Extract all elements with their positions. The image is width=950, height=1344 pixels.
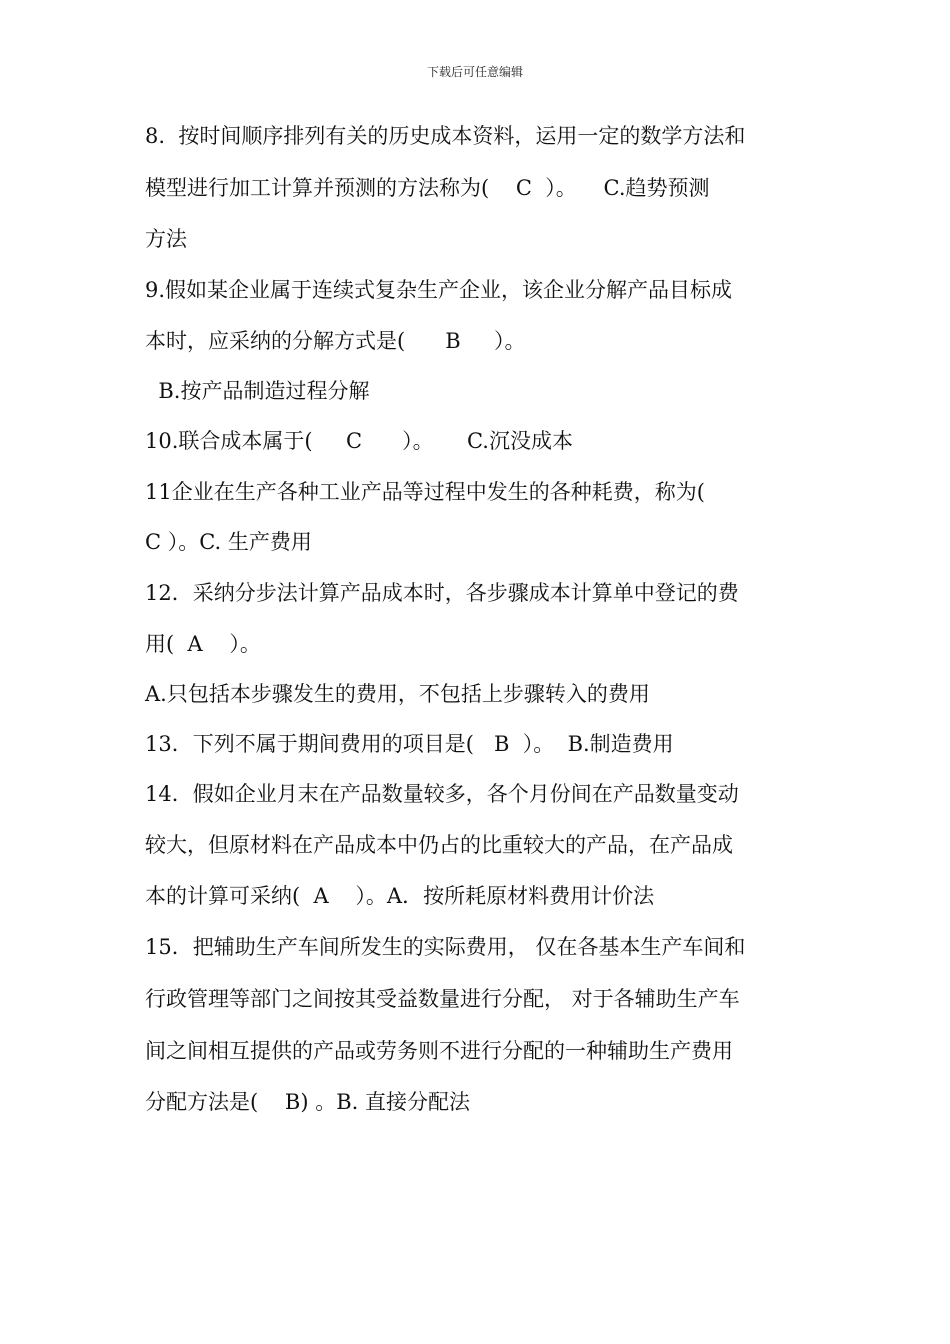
q12-answer: A.只包括本步骤发生的费用，不包括上步骤转入的费用 bbox=[145, 682, 650, 706]
q8-line-3: 方法 bbox=[145, 227, 187, 251]
q15-line-1: 15．把辅助生产车间所发生的实际费用， 仅在各基本生产车间和 bbox=[145, 935, 746, 959]
q13-line: 13．下列不属于期间费用的项目是( B ）。 B.制造费用 bbox=[145, 732, 674, 756]
q14-line-2: 较大，但原材料在产品成本中仍占的比重较大的产品，在产品成 bbox=[145, 833, 733, 857]
page-header-note: 下载后可任意编辑 bbox=[426, 65, 523, 79]
q15-line-4: 分配方法是( B) 。B. 直接分配法 bbox=[145, 1090, 470, 1114]
q9-answer: B.按产品制造过程分解 bbox=[145, 379, 370, 403]
q9-line-2: 本时，应采纳的分解方式是( B ）。 bbox=[145, 329, 526, 353]
q9-line-1: 9.假如某企业属于连续式复杂生产企业，该企业分解产品目标成 bbox=[145, 278, 733, 302]
q10-line: 10.联合成本属于( C ）。 C.沉没成本 bbox=[145, 429, 573, 453]
q15-line-2: 行政管理等部门之间按其受益数量进行分配， 对于各辅助生产车 bbox=[145, 987, 740, 1011]
q11-line-1: 11企业在生产各种工业产品等过程中发生的各种耗费，称为( bbox=[145, 480, 705, 504]
q8-line-1: 8. 按时间顺序排列有关的历史成本资料，运用一定的数学方法和 bbox=[145, 124, 746, 148]
q11-line-2: C ）。C. 生产费用 bbox=[145, 530, 312, 554]
q12-line-1: 12．采纳分步法计算产品成本时，各步骤成本计算单中登记的费 bbox=[145, 581, 739, 605]
q12-line-2: 用( A ）。 bbox=[145, 632, 261, 656]
q8-line-2: 模型进行加工计算并预测的方法称为( C ）。 C.趋势预测 bbox=[145, 176, 710, 200]
q15-line-3: 间之间相互提供的产品或劳务则不进行分配的一种辅助生产费用 bbox=[145, 1039, 733, 1063]
q14-line-1: 14．假如企业月末在产品数量较多，各个月份间在产品数量变动 bbox=[145, 782, 739, 806]
q14-line-3: 本的计算可采纳( A ）。A．按所耗原材料费用计价法 bbox=[145, 884, 655, 908]
